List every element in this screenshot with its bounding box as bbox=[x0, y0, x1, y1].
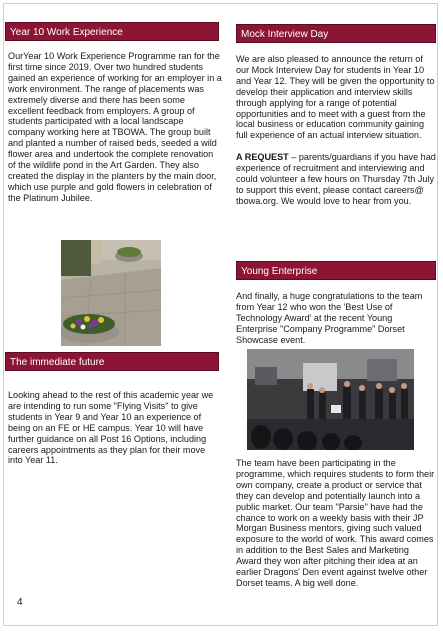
mock-interview-heading: Mock Interview Day bbox=[236, 24, 436, 43]
page-number: 4 bbox=[17, 597, 23, 608]
planter-image bbox=[61, 240, 161, 346]
mock-interview-text: We are also pleased to announce the return of our Mock Interview Day for students in Year 10 and Year 12. They will be given the opportunity to develop their application and interview skills through applying for a range of potential opportunities and to meet with a guest from the local business or education community gaining full experience of an actual interview situation. A REQUEST – parents/guardians if you have had experience of recruitment and interviewing and could volunteer a few hours on Thursday 7th July to support this event, please contact careers@ tbowa.org. We would love to hear from you. bbox=[236, 54, 436, 206]
request-text: – parents/guardians if you have had experience of recruitment and interviewing and could volunteer a few hours on Thursday 7th July to support this event, please contact careers@ tbowa.org. We would love to hear from you. bbox=[236, 152, 436, 206]
award-event-photo bbox=[247, 349, 414, 450]
young-enterprise-heading: Young Enterprise bbox=[236, 261, 436, 280]
young-enterprise-text: The team have been participating in the programme, which requires students to form their own company, create a product or service that they can develop and potentially launch into a public market. Our team "Parsie" have had the chance to work on a weekly basis with their JP Morgan Business mentors, giving such valued exposure to the world of work. This award comes in addition to the Best Sales and Marketing Award they won after pitching their idea at an earlier Dragons' Den event against twelve other Dorset teams. A big well done. bbox=[236, 458, 435, 588]
planter-photo bbox=[61, 240, 161, 346]
request-label: A REQUEST bbox=[236, 152, 289, 163]
work-experience-text: OurYear 10 Work Experience Programme ran for the first time since 2019. Over two hundred students gained an experience of working for an employer in a work environment. The range of placements was extremely diverse and there has been some excellent feedback from employers. A group of students participated with a local landscape company working here at TBOWA. The group built and planted a number of raised beds, seeded a wild flower area and undertook the complete renovation of the wildlife pond in the Art Garden. They also created the display in the planters by the main door, which use purple and gold flowers in celebration of the Platinum Jubilee. bbox=[8, 51, 222, 203]
request-paragraph bbox=[236, 152, 436, 207]
work-experience-heading: Year 10 Work Experience bbox=[5, 22, 219, 41]
award-event-image bbox=[247, 349, 414, 450]
immediate-future-text: Looking ahead to the rest of this academic year we are intending to run some "Flying Visits" to give students in Year 9 and Year 10 an experience of being on an FE or HE campus. Year 10 will have further guidance on all Post 16 Options, including careers appointments as they plan for their move into Year 11. bbox=[8, 390, 214, 466]
young-enterprise-intro: And finally, a huge congratulations to the team from Year 12 who won the 'Best Use of Technology Award' at the recent Young Enterprise "Company Programme" Dorset Showcase event. bbox=[236, 291, 423, 345]
immediate-future-heading: The immediate future bbox=[5, 352, 219, 371]
